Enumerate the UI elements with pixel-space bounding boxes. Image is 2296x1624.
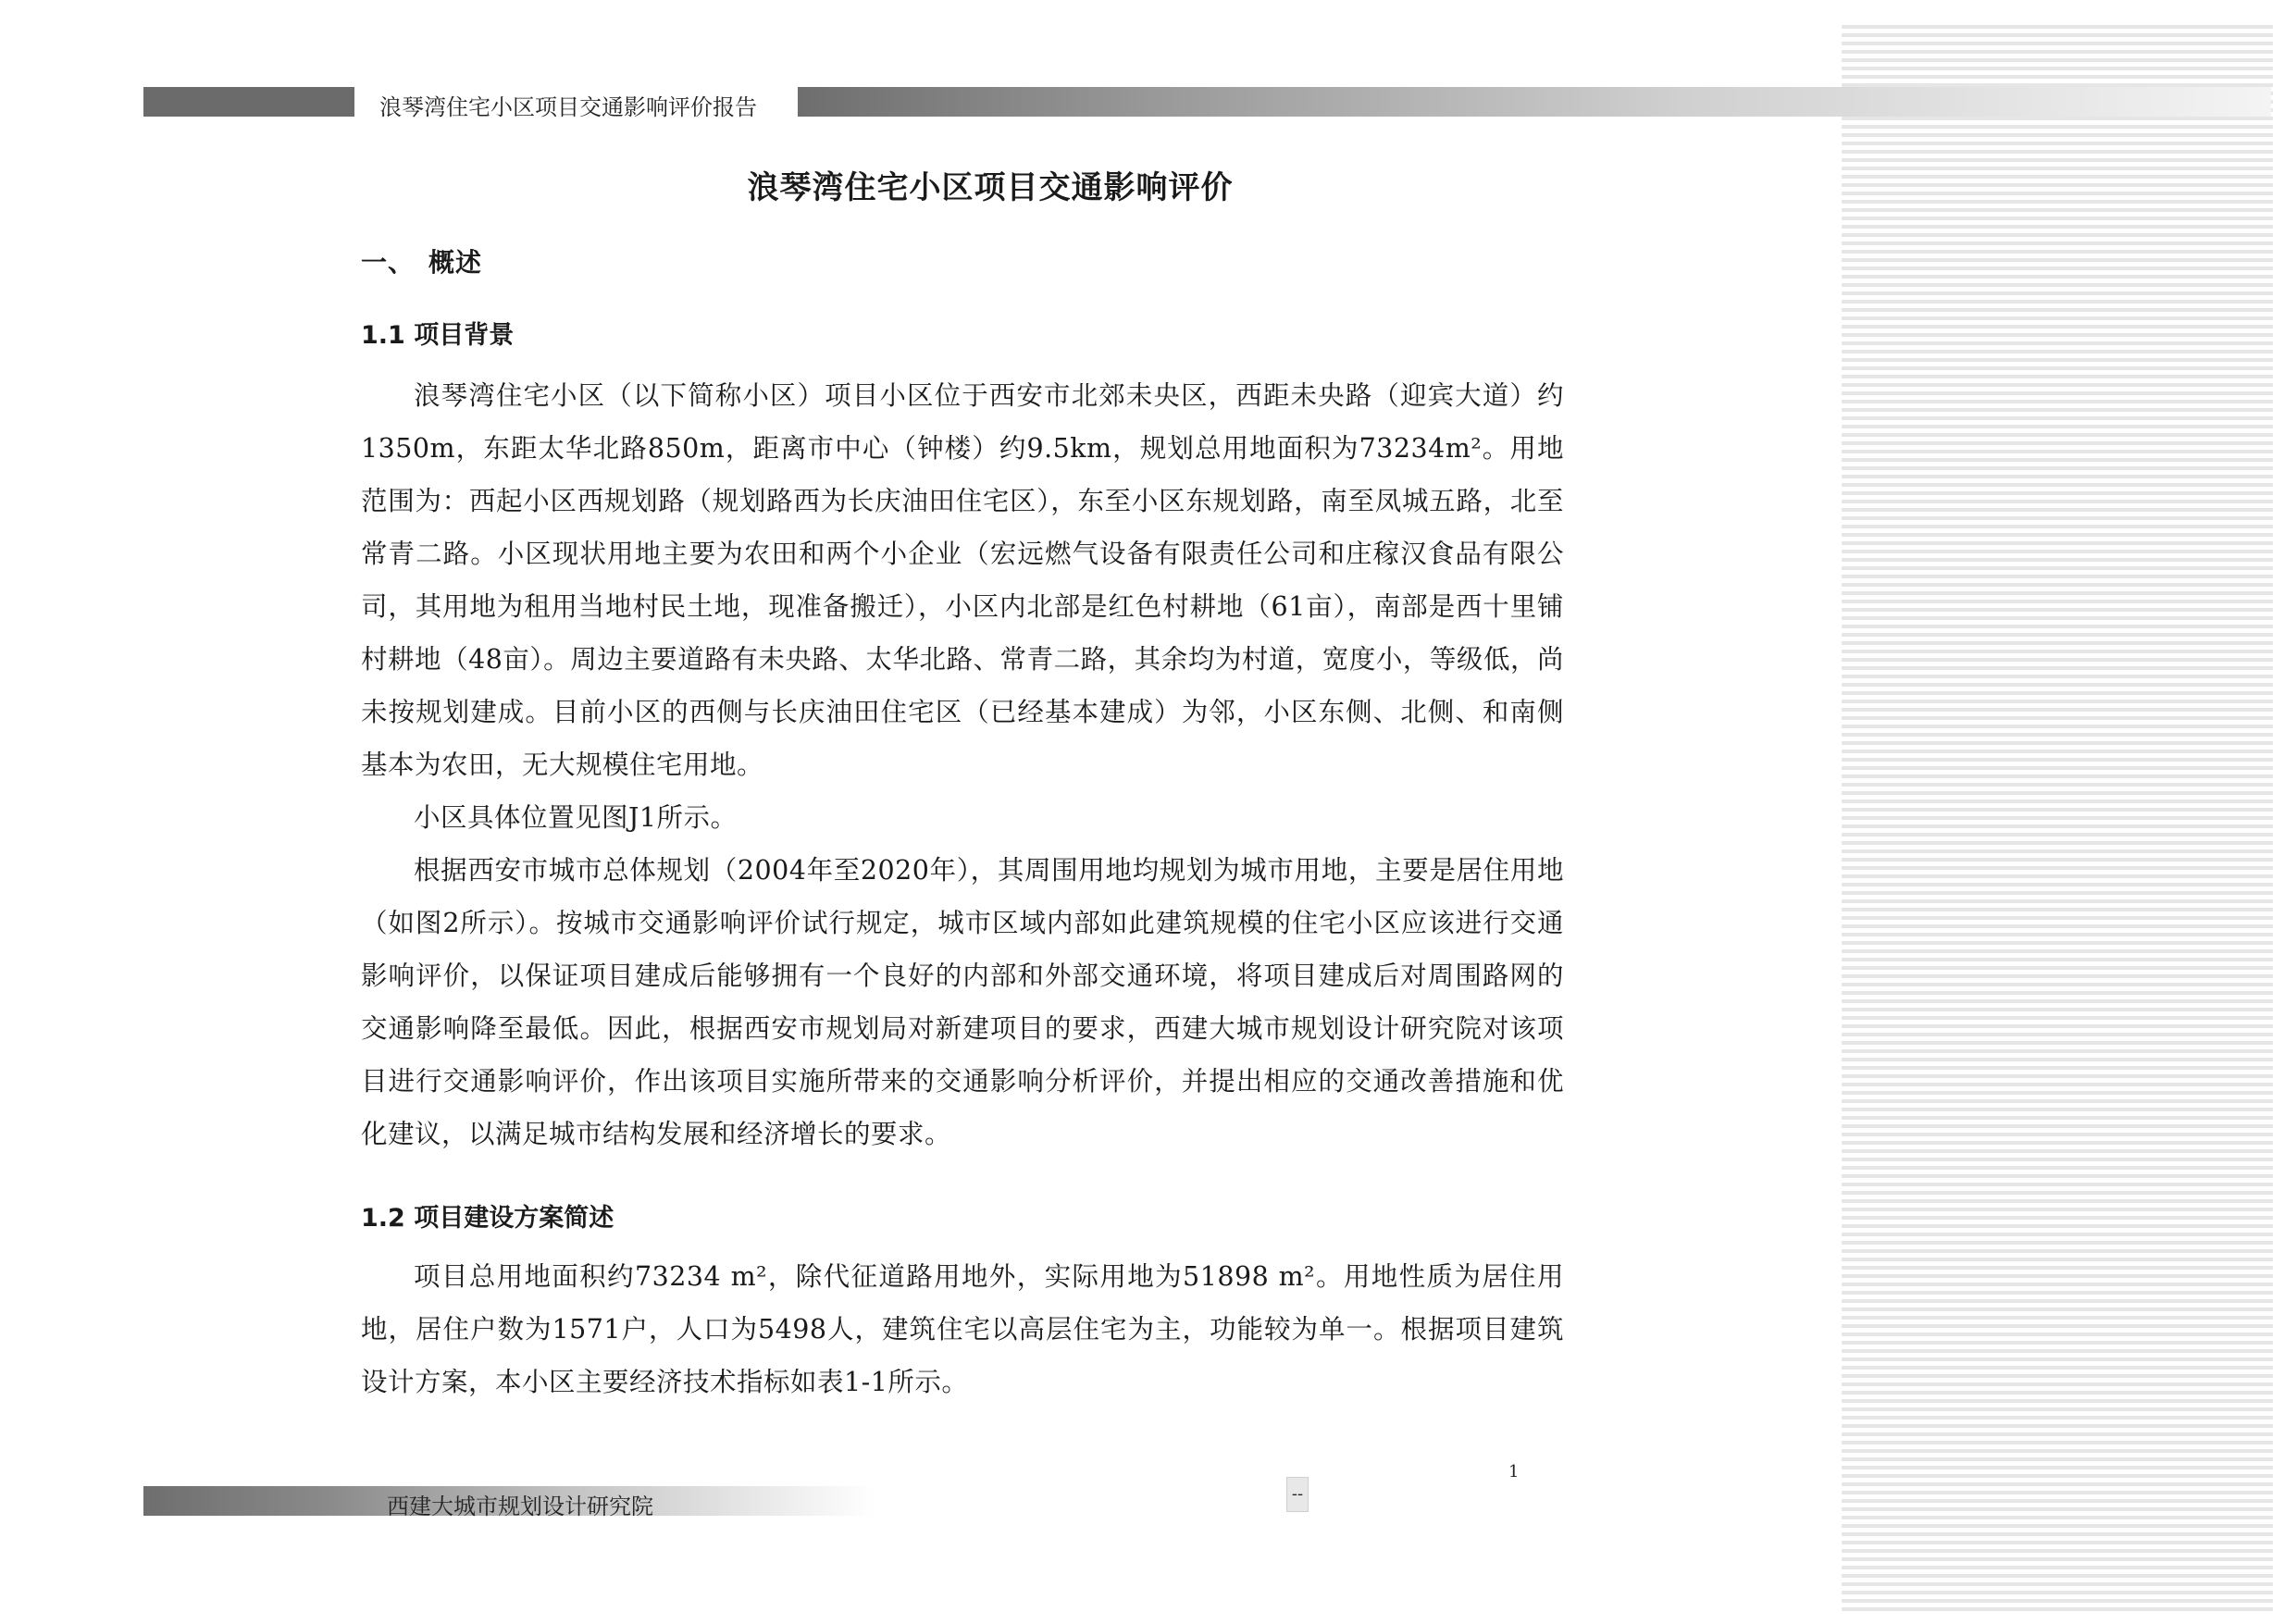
paragraph-location-ref: 小区具体位置见图J1所示。 <box>414 802 738 833</box>
document-body <box>361 157 1564 1408</box>
margin-stripes <box>1842 25 2273 1612</box>
footer-organization: 西建大城市规划设计研究院 <box>387 1494 653 1519</box>
header-dark-bar <box>143 87 354 117</box>
paragraph-construction-plan: 项目总用地面积约73234 m²，除代征道路用地外，实际用地为51898 m²。用地性质为居住用地，居住户数为1571户，人口为5498人，建筑住宅以高层住宅为主，功能较为单一。根据项目建筑设计方案，本小区主要经济技术指标如表1-1所示。 <box>361 1261 1564 1397</box>
subsection-heading-background: 1.1 项目背景 <box>361 321 515 350</box>
header-title: 浪琴湾住宅小区项目交通影响评价报告 <box>379 94 757 120</box>
paragraph-planning: 根据西安市城市总体规划（2004年至2020年），其周围用地均规划为城市用地，主要是居住用地（如图2所示）。按城市交通影响评价试行规定，城市区域内部如此建筑规模的住宅小区应该进行交通影响评价，以保证项目建成后能够拥有一个良好的内部和外部交通环境，将项目建成后对周围路网的交通影响降至最低。因此，根据西安市规划局对新建项目的要求，西建大城市规划设计研究院对该项目进行交通影响评价，作出该项目实施所带来的交通影响分析评价，并提出相应的交通改善措施和优化建议，以满足城市结构发展和经济增长的要求。 <box>361 855 1564 1149</box>
header-gradient-bar <box>798 87 2271 117</box>
section-heading-overview: 一、 概述 <box>361 247 483 278</box>
page-number: 1 <box>1508 1462 1520 1481</box>
document-title: 浪琴湾住宅小区项目交通影响评价 <box>747 169 1234 206</box>
footer-mark: -- <box>1286 1477 1309 1512</box>
subsection-heading-construction-plan: 1.2 项目建设方案简述 <box>361 1204 614 1233</box>
paragraph-background: 浪琴湾住宅小区（以下简称小区）项目小区位于西安市北郊未央区，西距未央路（迎宾大道）约1350m，东距太华北路850m，距离市中心（钟楼）约9.5km，规划总用地面积为73234m²。用地范围为：西起小区西规划路（规划路西为长庆油田住宅区），东至小区东规划路，南至凤城五路，北至常青二路。小区现状用地主要为农田和两个小企业（宏远燃气设备有限责任公司和庄稼汉食品有限公司，其用地为租用当地村民土地，现准备搬迁），小区内北部是红色村耕地（61亩），南部是西十里铺村耕地（48亩）。周边主要道路有未央路、太华北路、常青二路，其余均为村道，宽度小，等级低，尚未按规划建成。目前小区的西侧与长庆油田住宅区（已经基本建成）为邻，小区东侧、北侧、和南侧基本为农田，无大规模住宅用地。 <box>361 380 1564 780</box>
